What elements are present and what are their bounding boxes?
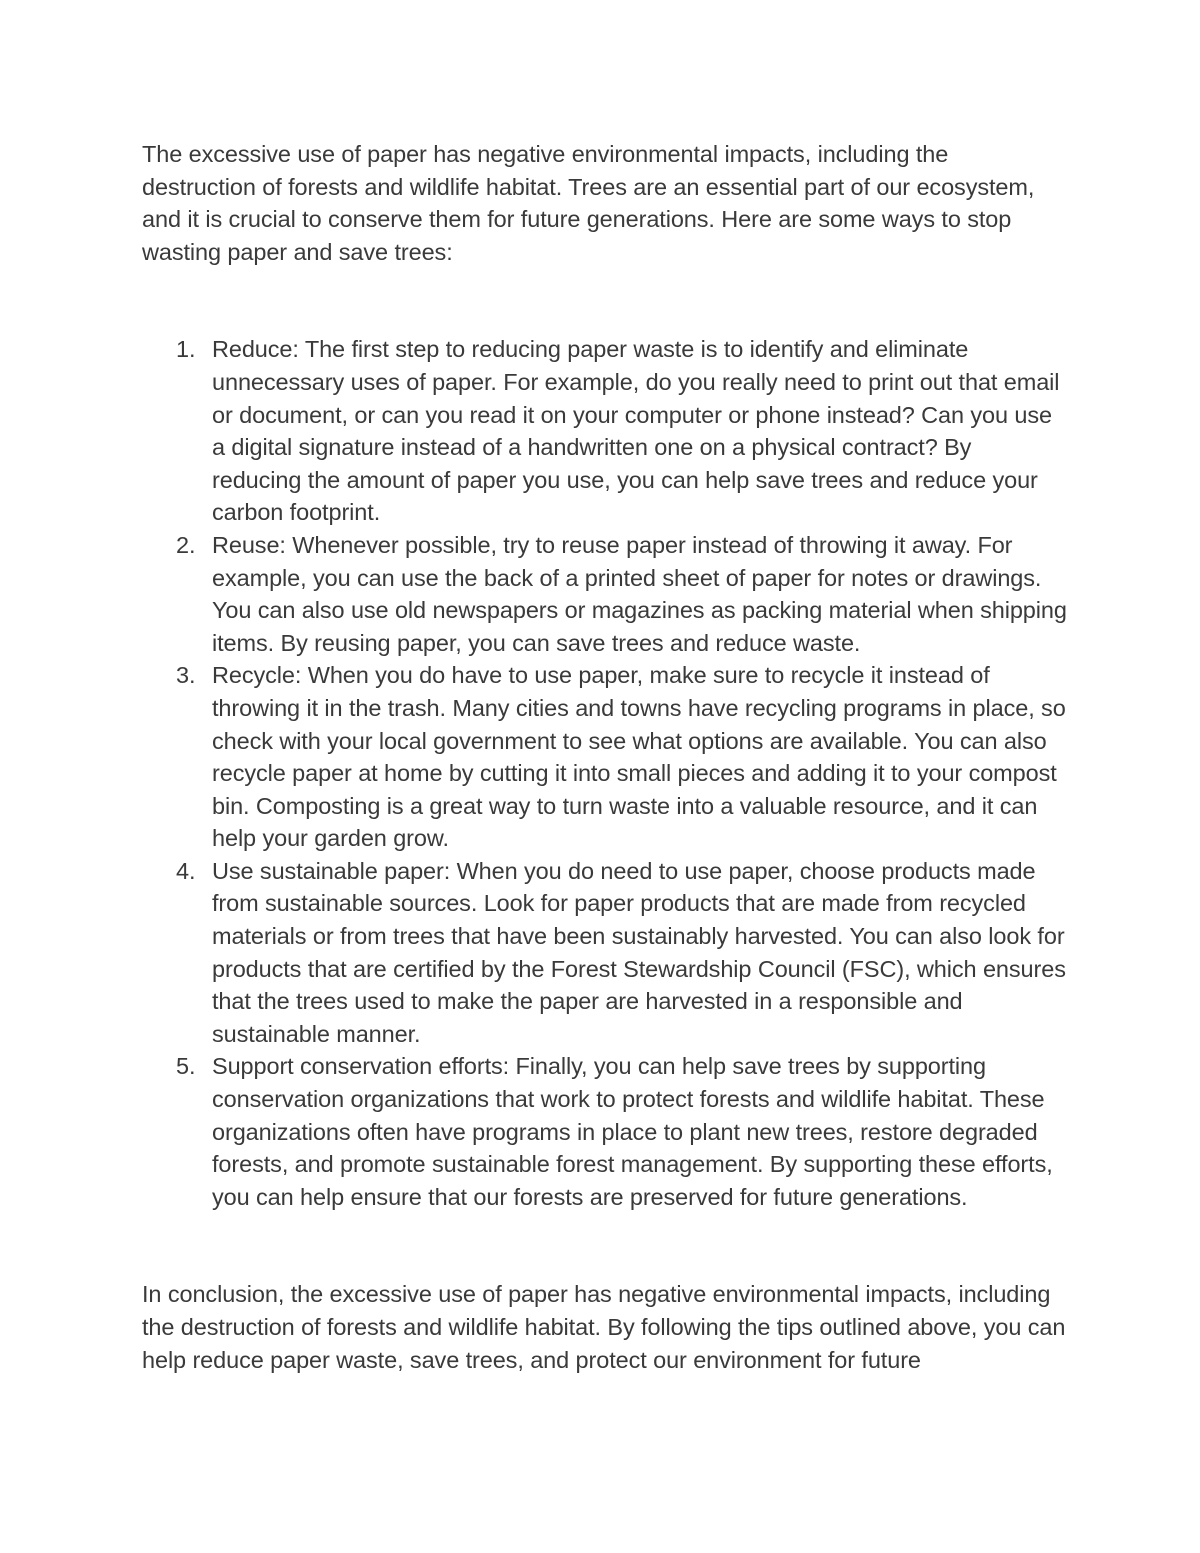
list-item — [176, 659, 1067, 855]
list-item-number: 2. — [176, 531, 196, 558]
list-item — [176, 333, 1067, 529]
conclusion-paragraph: In conclusion, the excessive use of paper has negative environmental impacts, including the destruction of forests and wildlife habitat. By following the tips outlined above, you can help reduce paper waste, save trees, and protect our environment for future — [142, 1281, 1066, 1373]
list-item-text: Recycle: When you do have to use paper, make sure to recycle it instead of throwing it in the trash. Many cities and towns have recycling programs in place, so check with your local government to see what options are available. You can also recycle paper at home by cutting it into small pieces and adding it to your compost bin. Composting is a great way to turn waste into a valuable resource, and it can help your garden grow. — [212, 662, 1066, 852]
tips-list — [142, 333, 1067, 1213]
list-item-number: 3. — [176, 662, 196, 689]
list-item — [176, 529, 1067, 659]
list-item-number: 5. — [176, 1053, 196, 1080]
intro-paragraph: The excessive use of paper has negative environmental impacts, including the destruction of forests and wildlife habitat. Trees are an essential part of our ecosystem, and it is crucial to conserve them for future generations. Here are some ways to stop wasting paper and save trees: — [142, 141, 1035, 265]
list-item-text: Reuse: Whenever possible, try to reuse paper instead of throwing it away. For example, you can use the back of a printed sheet of paper for notes or drawings. You can also use old newspapers or magazines as packing material when shipping items. By reusing paper, you can save trees and reduce waste. — [212, 531, 1067, 656]
list-item — [176, 1050, 1067, 1213]
list-item-number: 4. — [176, 857, 196, 884]
list-item-number: 1. — [176, 336, 196, 363]
list-item-text: Use sustainable paper: When you do need to use paper, choose products made from sustainable sources. Look for paper products that are made from recycled materials or from trees that have been sustainably harvested. You can also look for products that are certified by the Forest Stewardship Council (FSC), which ensures that the trees used to make the paper are harvested in a responsible and sustainable manner. — [212, 857, 1066, 1047]
document-body — [142, 138, 1067, 1376]
list-item-text: Reduce: The first step to reducing paper waste is to identify and eliminate unnecessary uses of paper. For example, do you really need to print out that email or document, or can you read it on your computer or phone instead? Can you use a digital signature instead of a handwritten one on a physical contract? By reducing the amount of paper you use, you can help save trees and reduce your carbon footprint. — [212, 336, 1060, 526]
list-item-text: Support conservation efforts: Finally, you can help save trees by supporting conservation organizations that work to protect forests and wildlife habitat. These organizations often have programs in place to plant new trees, restore degraded forests, and promote sustainable forest management. By supporting these efforts, you can help ensure that our forests are preserved for future generations. — [212, 1053, 1053, 1210]
list-item — [176, 855, 1067, 1051]
